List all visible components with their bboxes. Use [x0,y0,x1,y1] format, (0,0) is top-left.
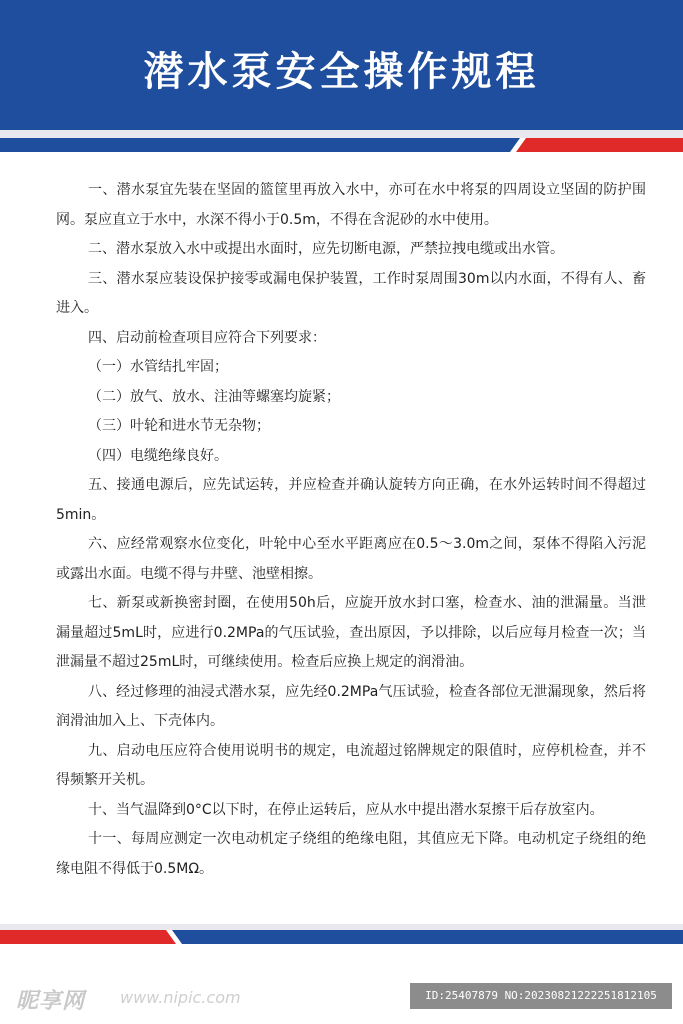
regulation-paragraph: （一）水管结扎牢固； [88,359,228,375]
regulation-paragraph: 十、当气温降到0°C以下时，在停止运转后，应从水中提出潜水泵擦干后存放室内。 [88,801,604,818]
stripe-blue [172,930,683,944]
regulation-paragraph: 四、启动前检查项目应符合下列要求： [88,329,326,346]
stripe-red [0,930,176,944]
regulation-paragraph: （四）电缆绝缘良好。 [88,447,228,464]
footer-stripes [0,918,683,958]
regulation-paragraph: 六、应经常观察水位变化，叶轮中心至水平距离应在0.5～3.0m之间，泵体不得陷入污泥或露出水面。电缆不得与井壁、池壁相擦。 [56,536,646,582]
stripe-light [0,130,683,138]
regulation-paragraph: （三）叶轮和进水节无杂物； [88,418,270,434]
regulation-paragraph: 九、启动电压应符合使用说明书的规定，电流超过铭牌规定的限值时，应停机检查，并不得频繁开关机。 [56,742,646,788]
regulation-paragraph: 二、潜水泵放入水中或提出水面时，应先切断电源，严禁拉拽电缆或出水管。 [88,241,564,257]
watermark-url: www.nipic.com [120,988,241,1007]
regulation-paragraph: 五、接通电源后，应先试运转，并应检查并确认旋转方向正确，在水外运转时间不得超过5min。 [56,477,646,523]
watermark-logo: 昵享网 [16,989,86,1014]
stripe-red [516,138,683,152]
regulation-paragraph: 十一、每周应测定一次电动机定子绕组的绝缘电阻，其值应无下降。电动机定子绕组的绝缘电阻不得低于0.5MΩ。 [56,831,646,877]
regulation-paragraph: 三、潜水泵应装设保护接零或漏电保护装置，工作时泵周围30m以内水面，不得有人、畜进入。 [56,270,646,316]
stripe-light [0,924,683,930]
regulation-paragraph: 八、经过修理的油浸式潜水泵，应先经0.2MPa气压试验，检查各部位无泄漏现象，然后将润滑油加入上、下壳体内。 [56,683,646,729]
regulation-paragraph: （二）放气、放水、注油等螺塞均旋紧； [88,388,340,405]
stripe-blue [0,138,520,152]
regulation-paragraph: 一、潜水泵宜先装在坚固的篮筐里再放入水中，亦可在水中将泵的四周设立坚固的防护围网。泵应直立于水中，水深不得小于0.5m，不得在含泥砂的水中使用。 [56,182,646,228]
regulation-body [56,176,646,884]
regulation-paragraph: 七、新泵或新换密封圈，在使用50h后，应旋开放水封口塞，检查水、油的泄漏量。当泄漏量超过5mL时，应进行0.2MPa的气压试验，查出原因，予以排除，以后应每月检查一次；当泄漏量不超过25mL时，可继续使用。检查后应换上规定的润滑油。 [56,595,646,670]
page-title: 潜水泵安全操作规程 [143,49,540,95]
header-stripes [0,124,683,164]
watermark-id: ID:25407879 NO:20230821222251812105 [410,983,672,1009]
